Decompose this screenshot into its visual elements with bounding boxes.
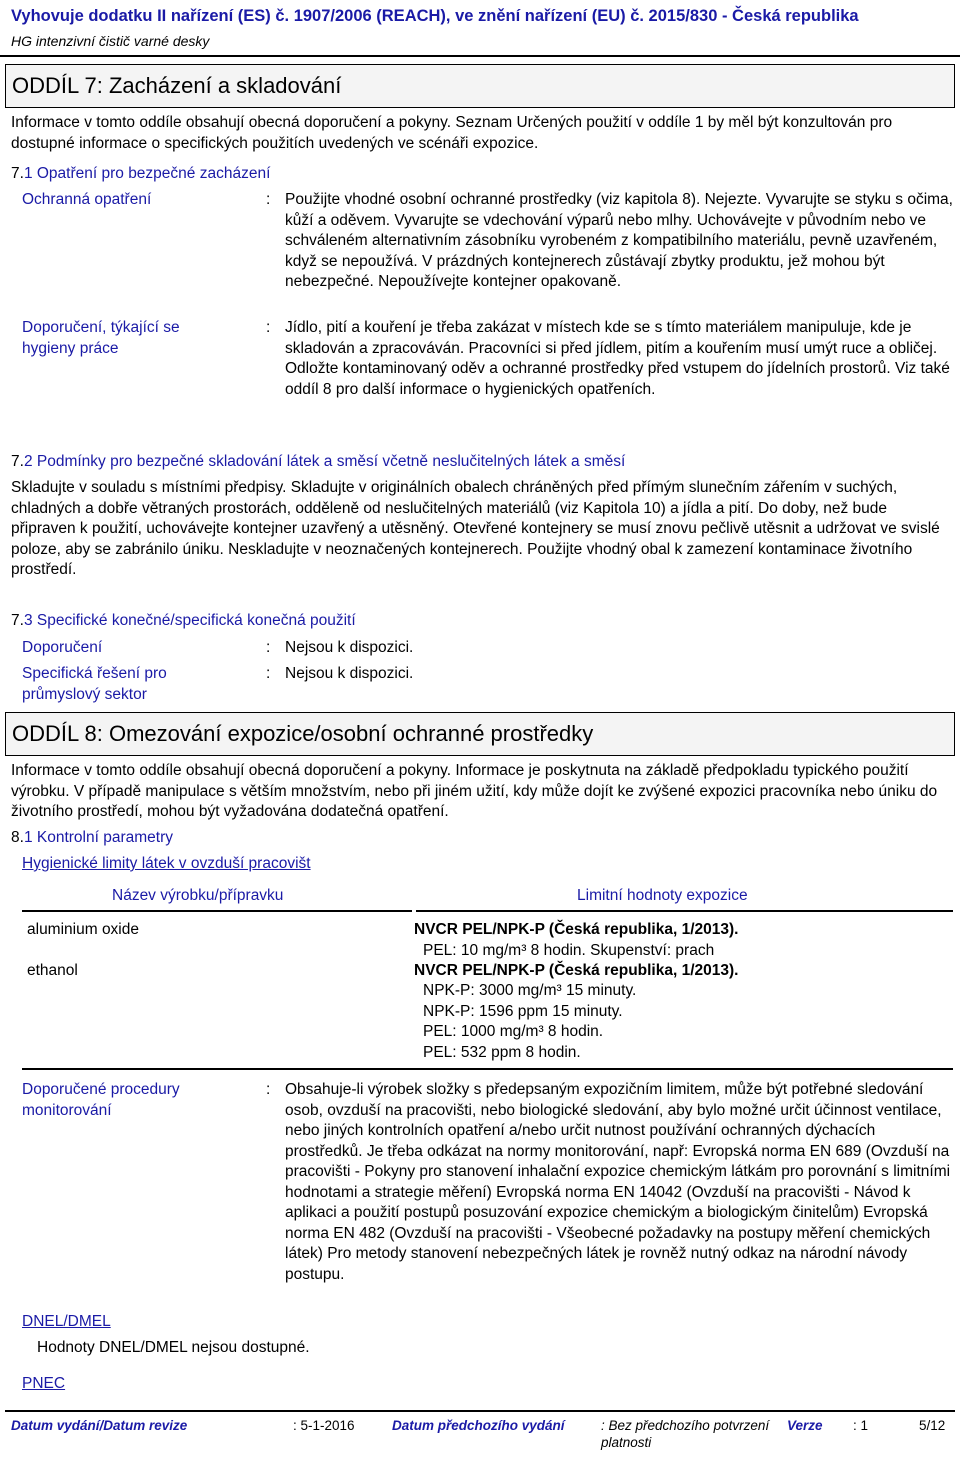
colon: : [266,639,271,656]
footer-issue-value: : 5-1-2016 [293,1418,355,1433]
subsection-7-2-number: 7. [11,453,24,470]
table-header-rule-right [416,910,953,912]
subsection-8-1-number: 8. [11,829,24,846]
footer-version-value: : 1 [853,1418,869,1433]
footer-divider [5,1410,955,1412]
table-header-rule-left [22,910,412,912]
table-row-limit: NPK-P: 3000 mg/m³ 15 minuty. [423,982,637,999]
table-row-limit: NVCR PEL/NPK-P (Česká republika, 1/2013). [414,962,739,979]
section-8-heading: ODDÍL 8: Omezování expozice/osobní ochranné prostředky [5,712,955,756]
table-row-limit: PEL: 532 ppm 8 hodin. [423,1044,581,1061]
colon: : [266,1081,271,1098]
section-8-intro: Informace v tomto oddíle obsahují obecná doporučení a pokyny. Informace je poskytnuta na základě předpokladu typického použití výrobku. V případě manipulace s větším množstvím, nebo při jiném užití, kdy může dojít ke zvýšené expozici pracovníka nebo úniku do životního prostředí, mohou být vyžadována dodatečná opatření. [11,762,938,820]
protective-measures-label: Ochranná opatření [22,191,152,208]
subsection-7-3-text: 3 Specifické konečné/specifická konečná použití [23,612,356,629]
subsection-8-1-title [11,828,173,849]
header-divider [0,55,960,57]
hygiene-value: Jídlo, pití a kouření je třeba zakázat v místech kde se s tímto materiálem manipuluje, kde je skladován a zpracováván. Pracovníci si před jídlem, pitím a kouřením musí umýt ruce a obličej. Odložte kontaminovaný oděv a ochranné prostředky před vstupem do jídelních prostorů. Viz také oddíl 8 pro další informace o hygienických opatřeních. [285,319,950,398]
footer-issue-label: Datum vydání/Datum revize [11,1418,188,1433]
recommendation-value: Nejsou k dispozici. [285,639,414,656]
footer-page-number: 5/12 [919,1418,946,1433]
colon: : [266,665,271,682]
protective-measures-value: Použijte vhodné osobní ochranné prostředky (viz kapitola 8). Nejezte. Vyvarujte se styku s očima, kůží a oděvem. Vyvarujte se vdechování výparů nebo mlhy. Uchovávejte v původním nebo ve schváleném alternativním zásobníku vyrobeném z kompatibilního materiálu, pevně uzavřeném, když se nepoužívá. V prázdných kontejnerech zůstávají zbytky produktu, jež mohou být nebezpečné. Nepoužívejte kontejner opakovaně. [285,191,953,290]
table-row-limit: NPK-P: 1596 ppm 15 minuty. [423,1003,623,1020]
document-header-title: Vyhovuje dodatku II nařízení (ES) č. 1907/2006 (REACH), ve znění nařízení (EU) č. 2015/830 - Česká republika [11,7,859,25]
hygiene-label: Doporučení, týkající se hygieny práce [22,319,180,357]
monitoring-label: Doporučené procedury monitorování [22,1081,180,1119]
table-header-limits: Limitní hodnoty expozice [577,887,748,904]
recommendation-label: Doporučení [22,639,103,656]
footer-prev-label: Datum předchozího vydání [392,1418,565,1433]
pnec-link[interactable]: PNEC [22,1375,66,1392]
table-row-limit: PEL: 1000 mg/m³ 8 hodin. [423,1023,604,1040]
dnel-dmel-link[interactable]: DNEL/DMEL [22,1313,111,1330]
table-row-name: ethanol [27,962,78,979]
footer-prev-value: : Bez předchozího potvrzení platnosti [601,1418,770,1450]
footer-version-label: Verze [787,1418,823,1433]
section-7-intro: Informace v tomto oddíle obsahují obecná doporučení a pokyny. Seznam Určených použití v oddíle 1 by měl být konzultován pro dostupné informace o specifických použitích uvedených ve scénáři expozice. [11,114,893,152]
table-row-limit: NVCR PEL/NPK-P (Česká republika, 1/2013). [414,921,739,938]
industry-value: Nejsou k dispozici. [285,665,414,682]
subsection-7-3-title [11,611,356,632]
subsection-8-1-text: 1 Kontrolní parametry [23,829,173,846]
subsection-7-1-title [11,164,270,185]
industry-label: Specifická řešení pro průmyslový sektor [22,665,167,703]
section-7-heading: ODDÍL 7: Zacházení a skladování [5,64,955,108]
subsection-7-3-number: 7. [11,612,24,629]
dnel-dmel-text: Hodnoty DNEL/DMEL nejsou dostupné. [37,1339,310,1356]
subsection-7-2-text: 2 Podmínky pro bezpečné skladování látek a směsí včetně neslučitelných látek a směsí [23,453,626,470]
table-row-limit: PEL: 10 mg/m³ 8 hodin. Skupenství: prach [423,942,715,959]
colon: : [266,191,271,208]
colon: : [266,319,271,336]
exposure-limits-link[interactable]: Hygienické limity látek v ovzduší pracovišt [22,855,311,872]
product-name: HG intenzivní čistič varné desky [11,33,210,49]
table-header-product: Název výrobku/přípravku [112,887,284,904]
subsection-7-1-text: 1 Opatření pro bezpečné zacházení [23,165,271,182]
storage-conditions-text: Skladujte v souladu s místními předpisy. Skladujte v originálních obalech chráněných před přímým slunečním zářením v suchých, chladných a dobře větraných prostorách, odděleně od neslučitelných materiálů (viz Kapitola 10) a jídla a pití. Do doby, než bude připraven k použití, uchovávejte kontejner uzavřený a utěsněný. Otevřené kontejnery se musí znovu pečlivě utěsnit a udržovat ve svislé poloze, aby se zabránilo úniku. Neskladujte v neoznačených kontejnerech. Použijte vhodný obal k zamezení kontaminace životního prostředí. [11,479,940,578]
table-bottom-rule [22,1068,953,1070]
subsection-7-1-number: 7. [11,165,24,182]
subsection-7-2-title [11,452,625,473]
monitoring-value: Obsahuje-li výrobek složky s předepsaným expozičním limitem, může být potřebné sledování osob, ovzduší na pracovišti, nebo biologické sledování, aby bylo možné určit účinnost ventilace, nebo jiných kontrolních opatření a/nebo určit nutnost používání ochranných dýchacích prostředků. Je třeba odkázat na normy monitorování, např: Evropská norma EN 689 (Ovzduší na pracovišti - Pokyny pro stanovení inhalační expozice chemickým látkám pro porovnání s limitními hodnotami a strategie měření) Evropská norma EN 14042 (Ovzduší na pracovišti - Návod k aplikaci a použití postupů posuzování expozice chemickým a biologickým činitelům) Evropská norma EN 482 (Ovzduší na pracovišti - Všeobecné požadavky na postupy měření chemických látek) Pro metody stanovení nebezpečných látek je rovněž nutný odkaz na národní návody postupu. [285,1081,951,1283]
table-row-name: aluminium oxide [27,921,139,938]
